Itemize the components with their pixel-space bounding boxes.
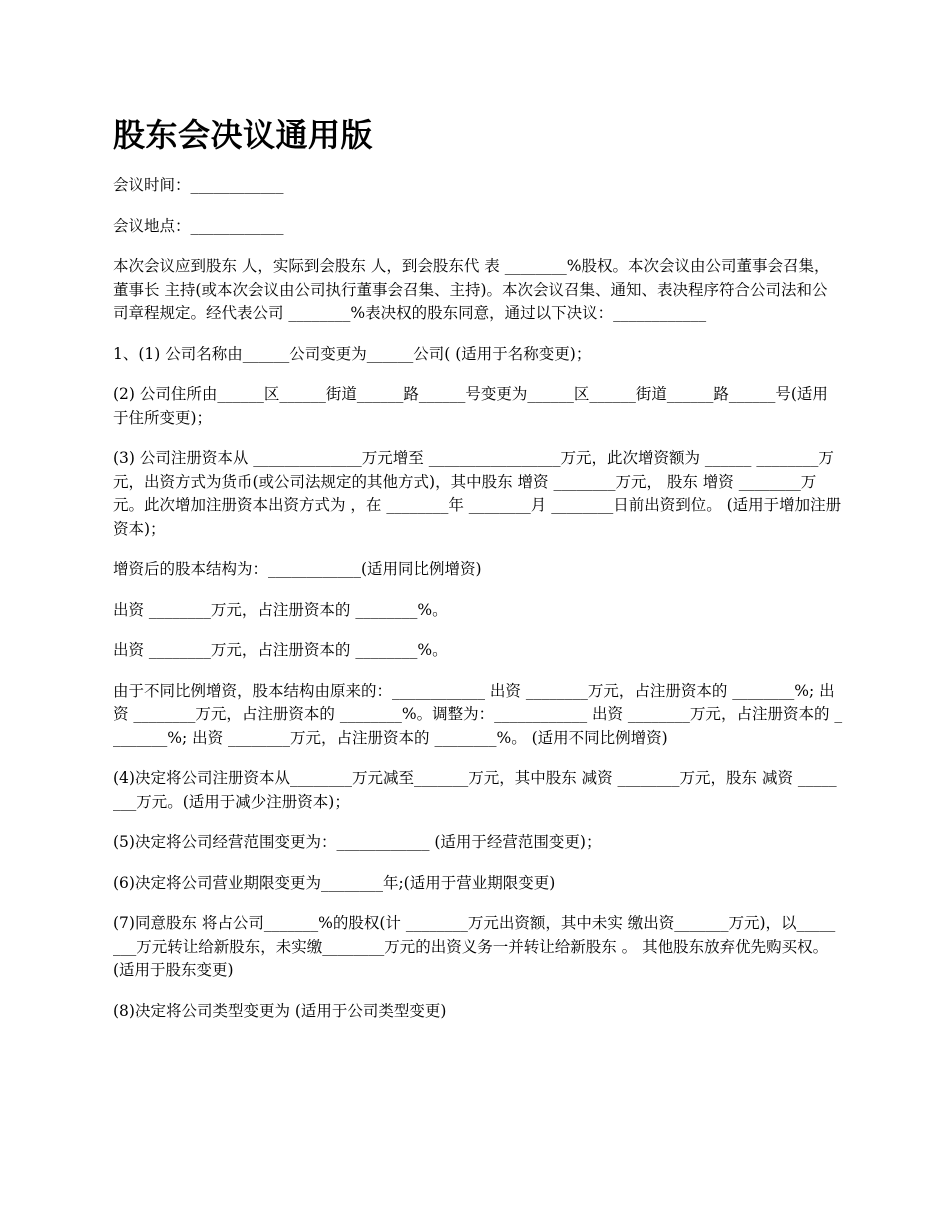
resolution-item-8: (8)决定将公司类型变更为 (适用于公司类型变更) [113,1001,447,1020]
resolution-item-1: 1、(1) 公司名称由______公司变更为______公司( (适用于名称变更)； [113,344,592,363]
resolution-item-2: (2) 公司住所由______区______街道______路______号变更为______区______街道______路______号(适用于住所变更)； [113,385,828,427]
intro-paragraph: 本次会议应到股东 人，实际到会股东 人，到会股东代 表 ________%股权。本次会议由公司董事会召集，董事长 主持(或本次会议由公司执行董事会召集、主持)。本次会议召集、通知、表决程序符合公司法和公司章程规定。经代表公司 ________%表决权的股东同意，通过以下决议：____________ [113,257,830,322]
meeting-place: 会议地点：____________ [113,216,284,235]
resolution-item-3: (3) 公司注册资本从 ______________万元增至 _________________万元，此次增资额为 ______ ________万元，出资方式为货币(或公司法规定的其他方式)，其中股东 增资 ________万元， 股东 增资 ________万元。此次增加注册资本出资方式为 ，在 ________年 ________月 ________日前出资到位。 (适用于增加注册资本)； [113,449,842,538]
unequal-increase-paragraph: 由于不同比例增资，股本结构由原来的：____________ 出资 ________万元，占注册资本的 ________%; 出资 ________万元，占注册资本的 ________%。调整为：____________ 出资 ________万元，占注册资本的 ________%; 出资 ________万元，占注册资本的 ________%。 (适用不同比例增资) [113,681,843,747]
resolution-item-5: (5)决定将公司经营范围变更为：____________ (适用于经营范围变更)； [113,833,602,851]
equity-structure-heading: 增资后的股本结构为：____________(适用同比例增资) [113,560,482,578]
meeting-time: 会议时间：____________ [113,176,284,194]
resolution-item-6: (6)决定将公司营业期限变更为________年;(适用于营业期限变更) [113,873,556,892]
document-title: 股东会决议通用版 [113,116,374,154]
document-page [113,110,843,1040]
resolution-item-7: (7)同意股东 将占公司_______%的股权(计 ________万元出资额，其中未实 缴出资_______万元)，以________万元转让给新股东，未实缴________万元的出资义务一并转让给新股东 。 其他股东放弃优先购买权。(适用于股东变更) [113,914,836,979]
capital-line-1: 出资 ________万元，占注册资本的 ________%。 [113,600,448,619]
capital-line-2: 出资 ________万元，占注册资本的 ________%。 [113,641,448,659]
resolution-item-4: (4)决定将公司注册资本从________万元减至_______万元，其中股东 减资 ________万元，股东 减资 ________万元。(适用于减少注册资本)； [113,769,837,811]
